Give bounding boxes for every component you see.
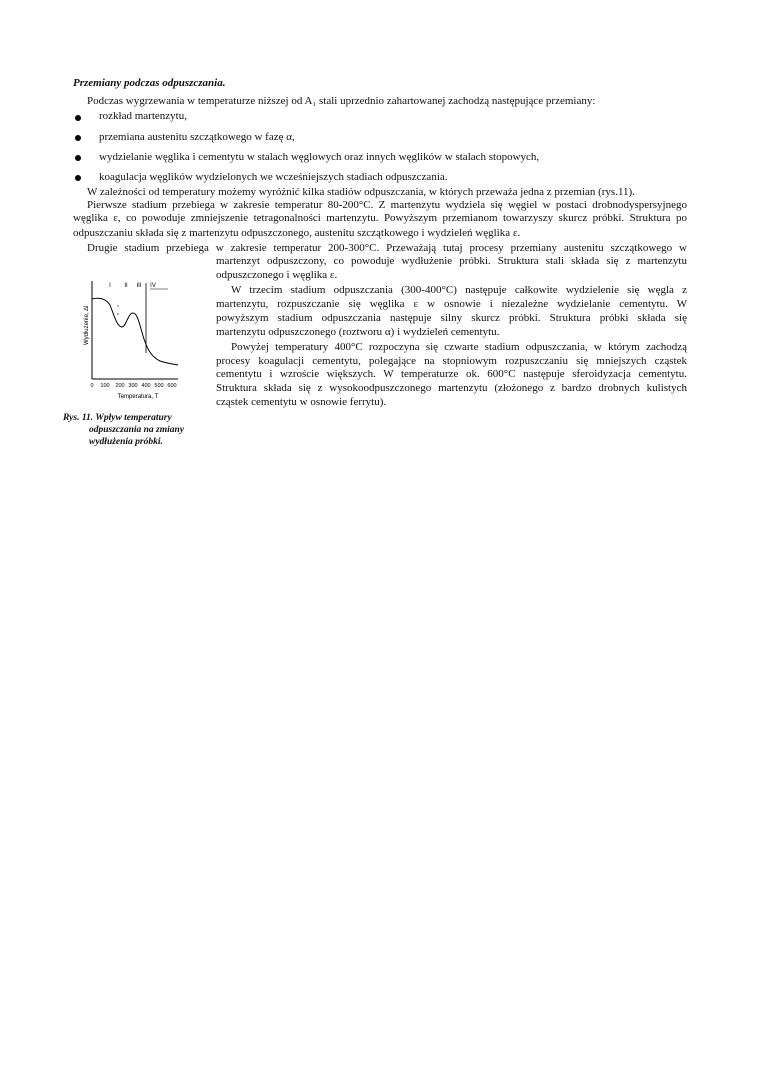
- x-axis-label: Temperatura, T: [117, 394, 159, 400]
- bullet-dot: [75, 155, 81, 161]
- x-tick-label: 600: [167, 383, 177, 389]
- x-tick-label: 0: [90, 383, 94, 389]
- paragraph-stage3-line: W trzecim stadium odpuszczania (300-400°C) następuje całkowite wydzielenie się węgla z: [231, 284, 687, 296]
- bullet-item: wydzielanie węglika i cementytu w stalach węglowych oraz innych węglików w stalach stopowych,: [99, 151, 540, 163]
- bullet-dot: [75, 175, 81, 181]
- paragraph-stages: W zależności od temperatury możemy wyróżnić kilka stadiów odpuszczania, w których przeważa jedna z przemian (rys.11).: [87, 186, 635, 198]
- stage-label: I: [109, 283, 111, 289]
- caption-line: odpuszczania na zmiany: [89, 425, 185, 435]
- intro-paragraph: Podczas wygrzewania w temperaturze niższej od A₁ stali uprzednio zahartowanej zachodzą następujące przemiany:: [87, 95, 596, 107]
- paragraph-stage4-line: cząstek cementytu w osnowie ferrytu).: [216, 396, 387, 408]
- x-tick-label: 500: [154, 383, 164, 389]
- paragraph-stage4-line: procesy koagulacji cementytu, polegające na stopniowym rozpuszczaniu się mniejszych cząstek: [216, 355, 687, 367]
- stage-label: II: [124, 283, 128, 289]
- elongation-curve: [92, 298, 178, 365]
- caption-prefix: Rys. 11.: [63, 413, 94, 423]
- paragraph-stage2-line: Drugie stadium przebiega w zakresie temperatur 200-300°C. Przeważają tutaj procesy przemiany austenitu szczątkowego w: [87, 242, 687, 254]
- paragraph-stage3-line: martenzytu odpuszczonego (roztworu α) i wydzieleń cementytu.: [216, 326, 500, 338]
- x-tick-label: 300: [128, 383, 138, 389]
- bullet-item: przemiana austenitu szczątkowego w fazę α,: [99, 131, 295, 143]
- paragraph-stage1-line: Pierwsze stadium przebiega w zakresie temperatur 80-200°C. Z martenzytu wydziela się węgiel w postaci drobnodyspersyjnego: [87, 199, 687, 211]
- paragraph-stage4-line: Struktura składa się z wysokoodpuszczonego martenzytu (złożonego z bardzo drobnych kulistych: [216, 382, 687, 394]
- paragraph-stage1-line: odpuszczaniu składa się z martenzytu odpuszczonego, austenitu szczątkowego i wydzieleń węglika ε.: [73, 227, 521, 239]
- bullet-item: koagulacja węglików wydzielonych we wcześniejszych stadiach odpuszczania.: [99, 171, 448, 183]
- bullet-item: rozkład martenzytu,: [99, 110, 187, 122]
- paragraph-stage4-line: Powyżej temperatury 400°C rozpoczyna się czwarte stadium odpuszczania, w którym zachodzą: [231, 341, 687, 353]
- paragraph-stage2-line: martenzyt odpuszczony, co powoduje wydłużenie próbki. Struktura stali składa się z martenzytu: [216, 255, 687, 267]
- paragraph-stage4-line: cementytu i wzroście większych. W temperaturze ok. 600°C następuje sferoidyzacja cementytu.: [216, 368, 687, 380]
- caption-line: Wpływ temperatury: [95, 413, 172, 423]
- paragraph-stage2-line: odpuszczonego i węglika ε.: [216, 269, 338, 281]
- x-tick-label: 400: [141, 383, 151, 389]
- stage-label: IV: [150, 283, 156, 289]
- paragraph-stage1-line: węglika ε, co powoduje zmniejszenie tetragonalności martenzytu. Powyższym przemianom towarzyszy skurcz próbki. Struktura po: [73, 212, 687, 224]
- paragraph-stage3-line: martenzytu, rozpuszczanie się węglika ε w osnowie i niezależne wydzielanie cementytu. W: [216, 298, 687, 310]
- caption-line: wydłużenia próbki.: [89, 437, 163, 447]
- x-tick-label: 100: [100, 383, 110, 389]
- bullet-dot: [75, 115, 81, 121]
- bullet-dot: [75, 135, 81, 141]
- section-heading: Przemiany podczas odpuszczania.: [73, 77, 226, 89]
- paragraph-stage3-line: powyższym stadium odpuszczania następuje silny skurcz próbki. Struktura próbki składa się: [216, 312, 687, 324]
- figure-caption: [63, 412, 184, 448]
- elongation-figure: [80, 275, 190, 405]
- stage-label: III: [136, 283, 142, 289]
- x-tick-label: 200: [115, 383, 125, 389]
- y-axis-label: Wydłużenie, ∆l: [84, 305, 90, 345]
